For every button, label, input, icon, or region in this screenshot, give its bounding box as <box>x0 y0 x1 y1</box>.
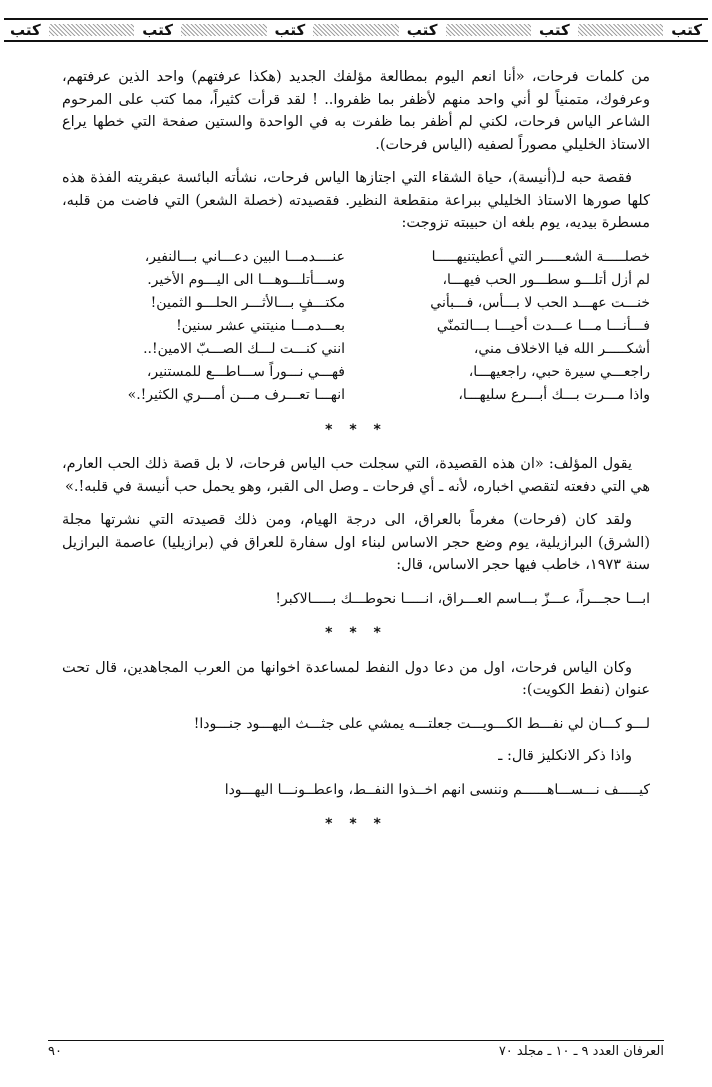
header-pattern <box>181 24 267 36</box>
poem-second-hemistich: انهـــا تعـــرف مـــن أمـــري الكثير!.» <box>127 386 345 403</box>
paragraph: وكان الياس فرحات، اول من دعا دول النفط لمساعدة اخوانها من العرب المجاهدين، قال تحت عنوان (نفط الكويت): <box>62 659 650 698</box>
poem-second-hemistich: وســـأتلـــوهـــا الى اليـــوم الأخير. <box>147 271 345 288</box>
section-divider: * * * <box>325 421 387 438</box>
verse-iraq: ابـــا حجـــراً، عـــزّ بـــاسم العـــراق، انـــــا نحوطـــك بـــــالاكبر! <box>275 590 650 607</box>
poem-khuslat-al-shaar <box>62 246 650 407</box>
paragraph: فقصة حبه لـ(أنيسة)، حياة الشقاء التي اجتازها الياس فرحات، نشأته البائسة عبقريته الفذة هذه كلها صورها الاستاذ الخليلي ببراعة منقطعة النظير. فقصيدته (خصلة الشعر) التي فاضت من قلبه، مسطرة بيديه، يوم بلغه ان حبيبته تزوجت: <box>62 170 650 231</box>
poem-second-hemistich: مكتـــفٍ بـــالأثـــر الحلـــو الثمين! <box>150 294 345 311</box>
poem-first-hemistich: خصلـــــة الشعـــــر التي أعطيتنيهـــــا <box>431 248 650 265</box>
header-pattern <box>578 24 664 36</box>
header-banner <box>4 18 708 42</box>
paragraph: واذا ذكر الانكليز قال: ـ <box>498 748 632 764</box>
header-word: كتب <box>539 21 570 39</box>
poem-first-hemistich: واذا مـــرت بـــك أبـــرع سليهـــا، <box>458 386 650 403</box>
poem-first-hemistich: أشكـــــر الله فيا الاخلاف مني، <box>473 340 650 357</box>
poem-first-hemistich: خنـــت عهـــد الحب لا بـــأس، فـــبأني <box>430 294 650 311</box>
paragraph: ولقد كان (فرحات) مغرماً بالعراق، الى درجة الهيام، ومن ذلك قصيدته التي نشرتها مجلة (الشرق) البرازيلية، يوم وضع حجر الاساس لبناء اول سفارة للعراق في (برازيليا) عاصمة البرازيل سنة ١٩٧٣، خاطب فيها حجر الاساس، قال: <box>62 512 650 573</box>
header-pattern <box>313 24 399 36</box>
verse-english: كيـــــف نـــســـاهــــــم وننسى انهم اخــذوا النفــط، واعطــونـــا اليهـــودا <box>224 781 650 798</box>
poem-second-hemistich: فهـــي نـــوراً ســـاطـــع للمستنير، <box>146 363 345 380</box>
header-pattern <box>446 24 532 36</box>
verse-kuwait-oil: لـــو كـــان لي نفـــط الكـــويـــت جعلتـــه يمشي على جثـــث اليهـــود جنـــودا! <box>193 715 650 732</box>
poem-second-hemistich: انني كنـــت لـــك الصـــبّ الامين!.. <box>143 340 345 357</box>
header-word: كتب <box>671 21 702 39</box>
poem-first-hemistich: لم أزل أتلـــو سطـــور الحب فيهـــا، <box>442 271 650 288</box>
section-divider: * * * <box>325 816 387 832</box>
page-number: ٩٠ <box>48 1044 62 1059</box>
article-body <box>62 66 650 848</box>
header-word: كتب <box>142 21 173 39</box>
paragraph: يقول المؤلف: «ان هذه القصيدة، التي سجلت حب الياس فرحات، لا بل قصة ذلك الحب العارم، هي التي دفعته لتقصي اخباره، لأنه ـ أي فرحات ـ وصل الى القبر، وهو يحمل حب أنيسة في قلبه!.» <box>62 456 650 495</box>
paragraph: من كلمات فرحات، «أنا انعم اليوم بمطالعة مؤلفك الجديد (هكذا عرفتهم) واحد الذين عرفتهم، وعرفوك، متمنياً لو أني واحد منهم لأظفر بما ظفروا.. ! لقد قرأت كثيراً، مما كتب على المرحوم الشاعر الياس فرحات، لكني لم أظفر بما ظفرت به في الواحدة والستين صفحة التي خطها يراع الاستاذ الخليلي مصوراً لصفيه (الياس فرحات). <box>62 69 650 153</box>
issue-info: العرفان العدد ٩ ـ ١٠ ـ مجلد ٧٠ <box>498 1044 664 1059</box>
poem-second-hemistich: بعـــدمـــا منيتني عشر سنين! <box>176 317 345 334</box>
poem-first-hemistich: راجعـــي سيرة حبي، راجعيهـــا، <box>468 363 650 380</box>
header-pattern <box>49 24 135 36</box>
poem-first-hemistich: فـــأنـــا مـــا عـــدت أحيـــا بـــالتمنّي <box>436 317 650 334</box>
header-word: كتب <box>10 21 41 39</box>
header-word: كتب <box>274 21 306 39</box>
header-word: كتب <box>406 21 438 39</box>
page-footer <box>48 1040 664 1059</box>
section-divider: * * * <box>325 625 387 641</box>
poem-second-hemistich: عنــــدمـــا البين دعـــاني بـــالنفير، <box>144 248 345 265</box>
